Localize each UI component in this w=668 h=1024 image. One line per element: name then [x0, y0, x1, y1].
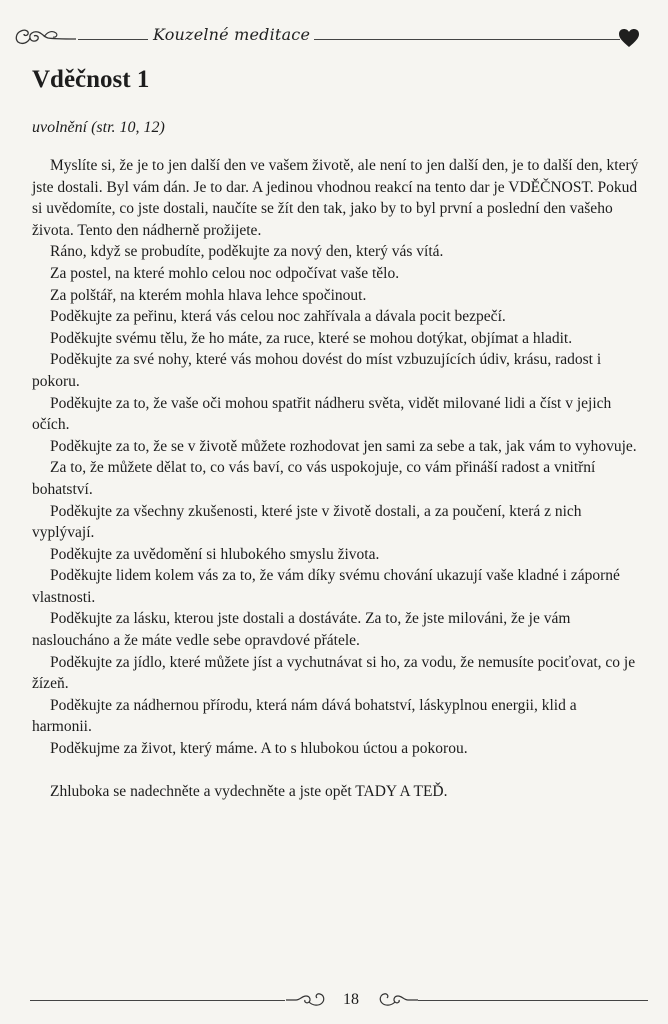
paragraph: Poděkujte za všechny zkušenosti, které jste v životě dostali, a za poučení, která z nich vyplývají.: [32, 502, 582, 542]
paragraph: Poděkujte za to, že vaše oči mohou spatřit nádheru světa, vidět milované lidi a číst v jejich očích.: [32, 394, 612, 434]
paragraph: Poděkujte za peřinu, která vás celou noc zahřívala a dávala pocit bezpečí.: [50, 308, 506, 326]
page-subtitle: uvolnění (str. 10, 12): [32, 119, 165, 136]
paragraph: Myslíte si, že je to jen další den ve vašem životě, ale není to jen další den, je to další den, který jste dostali. Byl vám dán. Je to dar. A jedinou vhodnou reakcí na tento dar je VDĚČNOST. Pokud si uvědomíte, co jste dostali, naučíte se žít den tak, jako by to byl první a poslední den vašeho života. Tento den nádherně prožijete.: [32, 157, 639, 239]
paragraph: Poděkujte za lásku, kterou jste dostali a dostáváte. Za to, že jste milováni, že je vám nasloucháno a že máte vedle sebe opravdové přátele.: [32, 610, 571, 650]
page-title: Vděčnost 1: [32, 66, 150, 93]
paragraph: Poděkujte za své nohy, které vás mohou dovést do míst vzbuzujících údiv, krásu, radost i pokoru.: [32, 351, 602, 390]
running-header: [14, 22, 644, 52]
paragraph: Ráno, když se probudíte, poděkujte za nový den, který vás vítá.: [50, 243, 444, 261]
paragraph: Poděkujte za to, že se v životě můžete rozhodovat jen sami za sebe a tak, jak vám to vyhovuje.: [50, 437, 637, 455]
closing-paragraph: Zhluboka se nadechněte a vydechněte a jste opět TADY A TEĎ.: [50, 782, 448, 800]
paragraph: Poděkujte lidem kolem vás za to, že vám díky svému chování ukazují vaše kladné i záporné vlastnosti.: [32, 567, 620, 606]
paragraph: Za polštář, na kterém mohla hlava lehce spočinout.: [50, 286, 367, 304]
paragraph: Poděkujte za nádhernou přírodu, která nám dává bohatství, láskyplnou energii, klid a harmonii.: [32, 696, 577, 736]
swirl-ornament-icon: [14, 24, 78, 48]
paragraph: Poděkujte svému tělu, že ho máte, za ruce, které se mohou dotýkat, objímat a hladit.: [50, 329, 573, 347]
page-footer: [30, 988, 648, 1012]
paragraph: Za postel, na které mohlo celou noc odpočívat vaše tělo.: [50, 264, 400, 282]
meditation-text: [32, 155, 640, 802]
paragraph: Poděkujme za život, který máme. A to s hlubokou úctou a pokorou.: [50, 740, 468, 758]
footer-rule-right: [418, 1000, 648, 1001]
swirl-ornament-icon: [286, 991, 328, 1009]
paragraph: Poděkujte za jídlo, které můžete jíst a vychutnávat si ho, za vodu, že nemusíte pociťovat, co je žízeň.: [32, 653, 636, 693]
paragraph: Poděkujte za uvědomění si hlubokého smyslu života.: [50, 545, 380, 563]
header-rule-left: [78, 39, 148, 40]
footer-rule-left: [30, 1000, 285, 1001]
page-number: 18: [343, 991, 359, 1008]
header-rule-right: [314, 39, 620, 40]
heart-icon: [618, 28, 640, 48]
running-title: Kouzelné meditace: [153, 25, 311, 44]
swirl-ornament-icon: [374, 991, 418, 1009]
paragraph: Za to, že můžete dělat to, co vás baví, co vás uspokojuje, co vám přináší radost a vnitřní bohatství.: [32, 459, 596, 498]
